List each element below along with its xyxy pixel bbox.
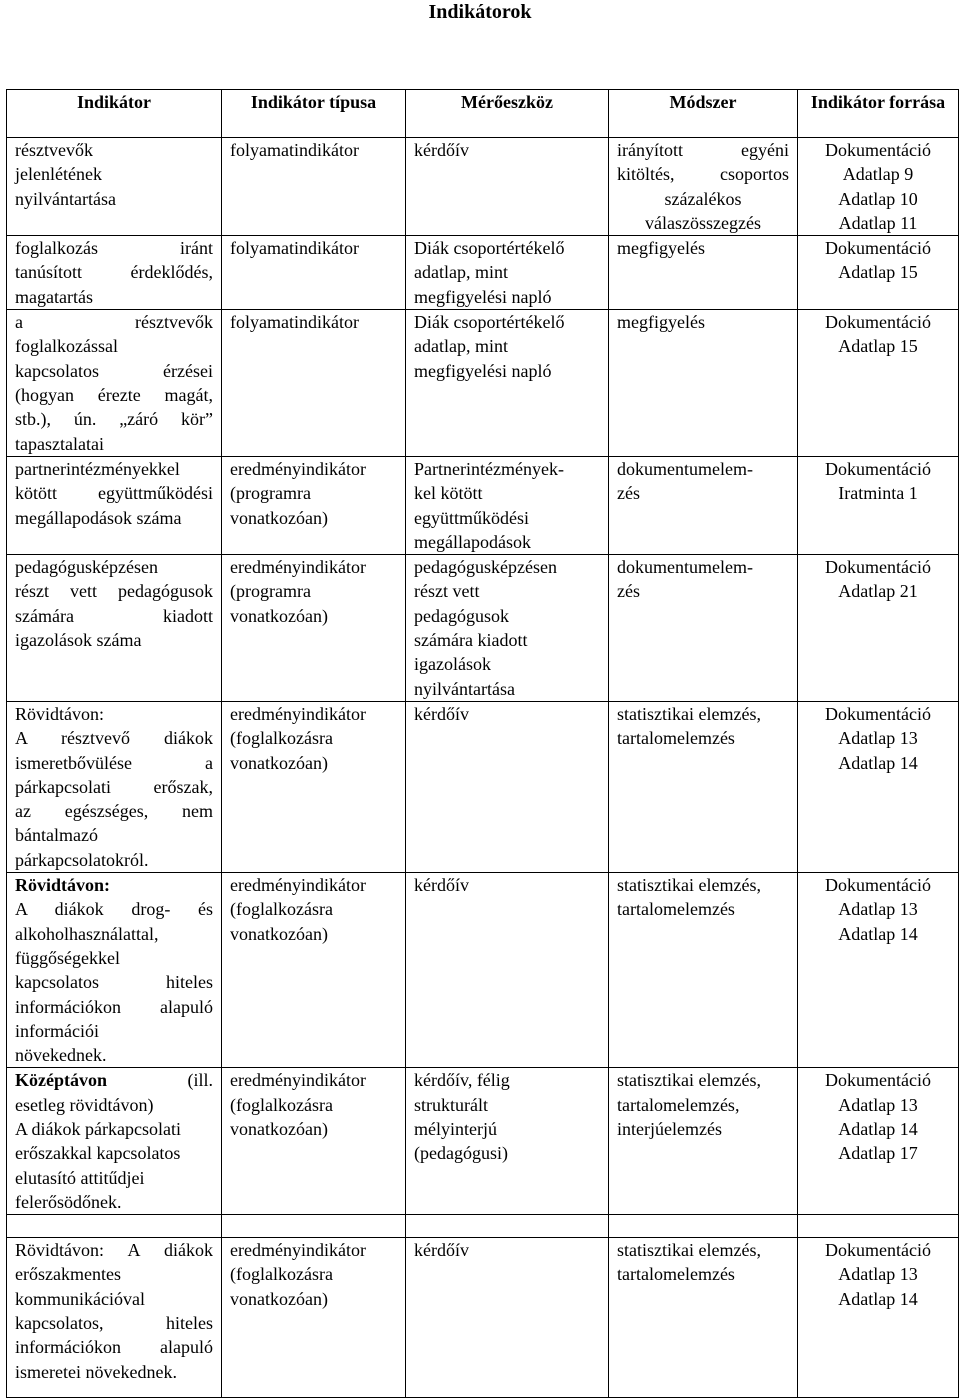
tool-cell-line: kérdőív — [414, 703, 469, 724]
tool-cell-line: mélyinterjú — [414, 1118, 497, 1139]
table-row — [7, 236, 959, 310]
indicator-cell-line: az egészséges, nem — [15, 801, 213, 822]
tool-cell-line: Diák csoportértékelő — [414, 238, 565, 259]
tool-cell-line: részt vett — [414, 581, 480, 602]
source-cell-line: Adatlap 13 — [838, 1264, 918, 1285]
type-cell — [222, 456, 406, 554]
source-cell-line: Dokumentáció — [825, 140, 931, 160]
source-cell-line: Iratminta 1 — [838, 483, 918, 504]
indicator-cell — [7, 701, 222, 872]
source-cell-line: Adatlap 14 — [838, 752, 918, 773]
tool-cell-line: kérdőív — [414, 875, 469, 896]
source-cell-line: Adatlap 15 — [838, 262, 918, 283]
type-cell-line: vonatkozóan) — [230, 507, 328, 528]
timeframe-label: Rövidtávon: — [15, 1240, 104, 1261]
type-cell-line: eredményindikátor — [230, 875, 366, 896]
indicator-cell-line: nyilvántartása — [15, 188, 116, 209]
method-cell — [609, 236, 798, 310]
source-cell-line: Adatlap 14 — [838, 923, 918, 944]
type-cell-line: (foglalkozásra — [230, 899, 333, 920]
tool-cell-line: megfigyelési napló — [414, 360, 552, 381]
indicator-cell-line: számára kiadott — [15, 605, 213, 626]
indicator-cell-line: információi — [15, 1020, 99, 1041]
indicator-cell-line: ismeretei növekednek. — [15, 1361, 177, 1382]
table-row — [7, 456, 959, 554]
type-cell — [222, 701, 406, 872]
indicator-cell-line: növekednek. — [15, 1045, 107, 1066]
source-cell-line: Dokumentáció — [825, 238, 931, 259]
tool-cell-line: igazolások — [414, 654, 491, 675]
label-suffix: (ill. — [107, 1070, 213, 1091]
type-cell-line: eredményindikátor — [230, 458, 366, 479]
label-suffix: A diákok — [104, 1240, 213, 1261]
indicator-cell-line: kapcsolatos, hiteles — [15, 1313, 213, 1334]
table-row — [7, 873, 959, 1068]
source-cell-line: Dokumentáció — [825, 875, 931, 896]
source-cell-line: Dokumentáció — [825, 458, 931, 479]
indicator-cell-line: (hogyan érezte magát, — [15, 385, 213, 406]
method-cell — [609, 1068, 798, 1215]
source-cell — [798, 310, 959, 457]
source-cell-line: Dokumentáció — [825, 703, 931, 724]
type-cell — [222, 555, 406, 702]
type-cell-line: (programra — [230, 581, 311, 602]
indicator-cell-line: megállapodások száma — [15, 507, 182, 528]
source-cell-line: Adatlap 9 — [842, 164, 914, 185]
table-row — [7, 555, 959, 702]
method-cell-line: megfigyelés — [617, 238, 705, 259]
source-cell-line: Adatlap 10 — [838, 188, 918, 209]
type-cell-line: eredményindikátor — [230, 703, 366, 724]
tool-cell-line: pedagógusok — [414, 605, 509, 626]
type-cell — [222, 1068, 406, 1215]
tool-cell-line: adatlap, mint — [414, 336, 508, 357]
indicator-cell-line: pedagógusképzésen — [15, 557, 158, 578]
method-cell-line: tartalomelemzés — [617, 1264, 735, 1285]
indicator-cell-line: foglalkozással — [15, 336, 118, 357]
type-cell-line: (foglalkozásra — [230, 1094, 333, 1115]
indicator-cell-line: információkon alapuló — [15, 1337, 213, 1358]
indicator-cell-line: információkon alapuló — [15, 996, 213, 1017]
header-type: Indikátor típusa — [222, 90, 406, 138]
source-cell-line: Dokumentáció — [825, 1070, 931, 1091]
method-cell — [609, 138, 798, 236]
indicator-cell-line: bántalmazó — [15, 825, 98, 846]
indicator-cell-line: erőszakkal kapcsolatos — [15, 1143, 181, 1164]
indicator-cell-line: esetleg rövidtávon) — [15, 1094, 154, 1115]
tool-cell — [406, 1068, 609, 1215]
method-cell-line: válaszösszegzés — [645, 212, 761, 233]
table-header-row — [7, 90, 959, 138]
source-cell-line: Dokumentáció — [825, 557, 931, 578]
source-cell-line: Adatlap 21 — [838, 581, 918, 602]
table-row — [7, 138, 959, 236]
method-cell-line: kitöltés, csoportos — [617, 164, 789, 185]
source-cell-line: Adatlap 13 — [838, 899, 918, 920]
indicator-cell — [7, 310, 222, 457]
indicator-cell — [7, 138, 222, 236]
source-cell-line: Adatlap 13 — [838, 728, 918, 749]
method-cell-line: statisztikai elemzés, — [617, 1070, 761, 1091]
type-cell-line: (foglalkozásra — [230, 1264, 333, 1285]
tool-cell — [406, 236, 609, 310]
timeframe-label: Középtávon — [15, 1070, 107, 1091]
method-cell-line: interjúelemzés — [617, 1118, 722, 1139]
indicator-cell-line: párkapcsolatokról. — [15, 849, 149, 870]
method-cell — [609, 873, 798, 1068]
tool-cell-line: strukturált — [414, 1094, 488, 1115]
tool-cell — [406, 1238, 609, 1398]
indicator-cell-line: erőszakmentes — [15, 1264, 121, 1285]
tool-cell-line: pedagógusképzésen — [414, 557, 557, 578]
header-indicator: Indikátor — [7, 90, 222, 138]
indicator-cell-line: A diákok drog- és — [15, 899, 213, 920]
method-cell — [609, 1238, 798, 1398]
type-cell-line: vonatkozóan) — [230, 605, 328, 626]
tool-cell-line: megfigyelési napló — [414, 286, 552, 307]
type-cell-line: folyamatindikátor — [230, 140, 359, 160]
indicator-cell-line: elutasító attitűdjei — [15, 1167, 145, 1188]
method-cell — [609, 456, 798, 554]
method-cell — [609, 555, 798, 702]
source-cell — [798, 1238, 959, 1398]
method-cell — [609, 310, 798, 457]
indicator-cell-line: stb.), ún. „záró kör” — [15, 409, 213, 430]
method-cell-line: dokumentumelem- — [617, 557, 753, 578]
indicator-cell — [7, 456, 222, 554]
type-cell — [222, 138, 406, 236]
type-cell-line: vonatkozóan) — [230, 1118, 328, 1139]
tool-cell-line: kérdőív, félig — [414, 1070, 510, 1091]
type-cell-line: eredményindikátor — [230, 1070, 366, 1091]
indicator-cell-line: jelenlétének — [15, 164, 102, 185]
table-row — [7, 701, 959, 872]
source-cell-line: Adatlap 17 — [838, 1143, 918, 1164]
type-cell — [222, 1238, 406, 1398]
tool-cell-line: Partnerintézmények- — [414, 458, 564, 479]
type-cell-line: vonatkozóan) — [230, 752, 328, 773]
indicator-cell-line: foglalkozás iránt — [15, 238, 213, 259]
timeframe-label: Rövidtávon: — [15, 703, 104, 724]
indicator-cell-line: felerősödőnek. — [15, 1191, 122, 1212]
source-cell — [798, 236, 959, 310]
tool-cell-line: megállapodások — [414, 531, 531, 552]
page-title: Indikátorok — [428, 1, 532, 23]
method-cell-line: tartalomelemzés — [617, 899, 735, 920]
method-cell-line: dokumentumelem- — [617, 458, 753, 479]
tool-cell-line: számára kiadott — [414, 630, 528, 651]
indicator-cell — [7, 1068, 222, 1215]
tool-cell-line: Diák csoportértékelő — [414, 312, 565, 333]
source-cell-line: Adatlap 14 — [838, 1288, 918, 1309]
indicator-cell-line: függőségekkel — [15, 947, 120, 968]
indicator-cell-line: A résztvevő diákok — [15, 728, 213, 749]
type-cell-line: folyamatindikátor — [230, 238, 359, 259]
header-tool: Mérőeszköz — [406, 90, 609, 138]
header-source: Indikátor forrása — [798, 90, 959, 138]
indicator-cell-line: tanúsított érdeklődés, — [15, 262, 213, 283]
tool-cell-line: kel kötött — [414, 483, 483, 504]
type-cell — [222, 310, 406, 457]
indicator-cell-line: tapasztalatai — [15, 433, 104, 454]
source-cell — [798, 701, 959, 872]
indicator-cell-line: alkoholhasználattal, — [15, 923, 159, 944]
source-cell-line: Adatlap 11 — [838, 212, 918, 233]
source-cell-line: Dokumentáció — [825, 1240, 931, 1261]
method-cell-line: statisztikai elemzés, — [617, 875, 761, 896]
type-cell-line: vonatkozóan) — [230, 923, 328, 944]
type-cell — [222, 236, 406, 310]
source-cell — [798, 1068, 959, 1215]
indicator-cell — [7, 1238, 222, 1398]
indicator-cell-line: partnerintézményekkel — [15, 458, 180, 479]
table-row — [7, 1068, 959, 1215]
source-cell — [798, 456, 959, 554]
source-cell — [798, 555, 959, 702]
type-cell-line: vonatkozóan) — [230, 1288, 328, 1309]
table-row — [7, 310, 959, 457]
type-cell-line: (foglalkozásra — [230, 728, 333, 749]
method-cell — [609, 701, 798, 872]
tool-cell-line: adatlap, mint — [414, 262, 508, 283]
timeframe-label: Rövidtávon: — [15, 875, 111, 896]
indicator-table — [6, 89, 959, 1398]
source-cell — [798, 138, 959, 236]
source-cell-line: Dokumentáció — [825, 312, 931, 333]
indicator-cell-line: ismeretbővülése a — [15, 752, 213, 773]
tool-cell-line: kérdőív — [414, 140, 469, 160]
indicator-cell-line: magatartás — [15, 286, 93, 307]
indicator-cell — [7, 236, 222, 310]
indicator-cell-line: a résztvevők — [15, 312, 213, 333]
indicator-cell-line: kapcsolatos érzései — [15, 360, 213, 381]
tool-cell — [406, 873, 609, 1068]
indicator-cell — [7, 873, 222, 1068]
indicator-cell-line: igazolások száma — [15, 630, 142, 651]
tool-cell — [406, 555, 609, 702]
indicator-cell-line: kommunikációval — [15, 1288, 145, 1309]
source-cell-line: Adatlap 15 — [838, 336, 918, 357]
tool-cell-line: kérdőív — [414, 1240, 469, 1261]
tool-cell-line: (pedagógusi) — [414, 1143, 508, 1164]
method-cell-line: zés — [617, 581, 640, 602]
indicator-cell-line: részt vett pedagógusok — [15, 581, 213, 602]
type-cell-line: (programra — [230, 483, 311, 504]
method-cell-line: statisztikai elemzés, — [617, 1240, 761, 1261]
header-method: Módszer — [609, 90, 798, 138]
tool-cell — [406, 310, 609, 457]
method-cell-line: zés — [617, 483, 640, 504]
table-row — [7, 1238, 959, 1398]
tool-cell — [406, 138, 609, 236]
indicator-cell-line: kötött együttműködési — [15, 483, 213, 504]
source-cell-line: Adatlap 13 — [838, 1094, 918, 1115]
table-gap — [7, 1215, 959, 1238]
method-cell-line: tartalomelemzés, — [617, 1094, 740, 1115]
type-cell-line: eredményindikátor — [230, 1240, 366, 1261]
method-cell-line: megfigyelés — [617, 312, 705, 333]
source-cell — [798, 873, 959, 1068]
indicator-cell-line: résztvevők — [15, 140, 93, 160]
indicator-cell-line: párkapcsolati erőszak, — [15, 776, 213, 797]
method-cell-line: százalékos — [664, 188, 742, 209]
method-cell-line: irányított egyéni — [617, 140, 789, 160]
indicator-cell-line: A diákok párkapcsolati — [15, 1118, 181, 1139]
indicator-cell-line: kapcsolatos hiteles — [15, 972, 213, 993]
type-cell-line: folyamatindikátor — [230, 312, 359, 333]
type-cell-line: eredményindikátor — [230, 557, 366, 578]
tool-cell-line: nyilvántartása — [414, 678, 515, 699]
tool-cell-line: együttműködési — [414, 507, 529, 528]
source-cell-line: Adatlap 14 — [838, 1118, 918, 1139]
tool-cell — [406, 456, 609, 554]
method-cell-line: tartalomelemzés — [617, 728, 735, 749]
tool-cell — [406, 701, 609, 872]
method-cell-line: statisztikai elemzés, — [617, 703, 761, 724]
type-cell — [222, 873, 406, 1068]
indicator-cell — [7, 555, 222, 702]
